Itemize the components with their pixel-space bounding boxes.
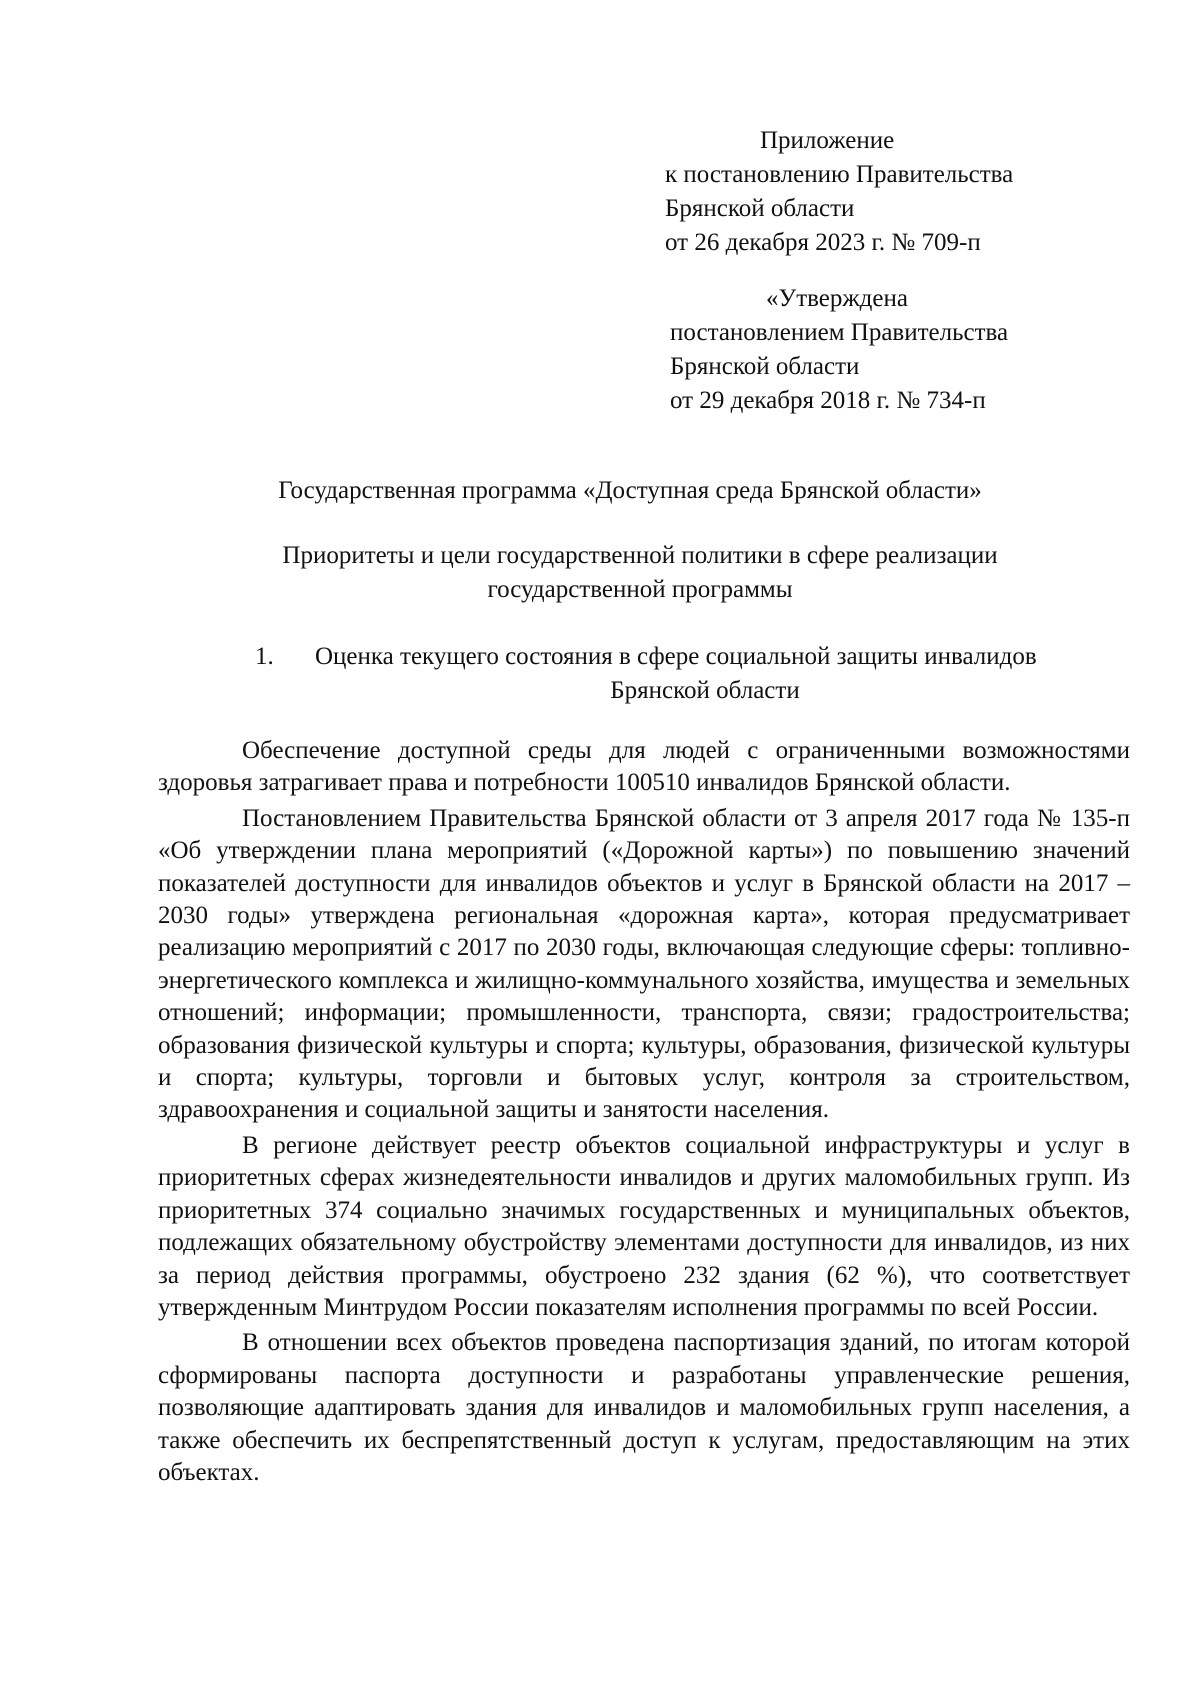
paragraph: В отношении всех объектов проведена паспортизация зданий, по итогам которой сформированы паспорта доступности и разработаны управленческие решения, позволяющие адаптировать здания для инвалидов и маломобильных групп населения, а также обеспечить их беспрепятственный доступ к услугам, предоставляющим на этих объектах. — [158, 1329, 1130, 1486]
priorities-title-line1: Приоритеты и цели государственной политики в сфере реализации — [282, 542, 998, 569]
body-text — [158, 735, 1130, 1489]
paragraph: Постановлением Правительства Брянской области от 3 апреля 2017 года № 135-п «Об утверждении плана мероприятий («Дорожной карты») по повышению значений показателей доступности для инвалидов объектов и услуг в Брянской области на 2017 – 2030 годы» утверждена региональная «дорожная карта», которая предусматривает реализацию мероприятий с 2017 по 2030 годы, включающая следующие сферы: топливно-энергетического комплекса и жилищно-коммунального хозяйства, имущества и земельных отношений; информации; промышленности, транспорта, связи; градостроительства; образования физической культуры и спорта; культуры, образования, физической культуры и спорта; культуры, торговли и бытовых услуг, контроля за строительством, здравоохранения и социальной защиты и занятости населения. — [158, 804, 1130, 1124]
approved-block — [670, 282, 1008, 418]
appendix-title: Приложение — [760, 127, 895, 154]
program-title: Государственная программа «Доступная среда Брянской области» — [278, 477, 982, 504]
appendix-region: Брянской области — [665, 195, 855, 222]
appendix-date-number: от 26 декабря 2023 г. № 709-п — [665, 229, 981, 256]
approved-title: «Утверждена — [766, 285, 908, 312]
approved-resolution: постановлением Правительства — [670, 319, 1009, 346]
approved-date-number: от 29 декабря 2018 г. № 734-п — [670, 387, 986, 414]
section-title-line1: Оценка текущего состояния в сфере социальной защиты инвалидов — [315, 643, 1037, 670]
priorities-title-line2: государственной программы — [487, 576, 793, 603]
section-title-line2: Брянской области — [610, 677, 800, 704]
approved-region: Брянской области — [670, 353, 860, 380]
paragraph: Обеспечение доступной среды для людей с ограниченными возможностями здоровья затрагивает права и потребности 100510 инвалидов Брянской области. — [158, 737, 1130, 797]
appendix-block — [665, 124, 1013, 260]
priorities-title — [140, 539, 1140, 607]
section-number: 1. — [255, 643, 274, 670]
paragraph: В регионе действует реестр объектов социальной инфраструктуры и услуг в приоритетных сферах жизнедеятельности инвалидов и других маломобильных групп. Из приоритетных 374 социально значимых государственных и муниципальных объектов, подлежащих обязательному обустройству элементами доступности для инвалидов, из них за период действия программы, обустроено 232 здания (62 %), что соответствует утвержденным Минтрудом России показателям исполнения программы по всей России. — [158, 1131, 1130, 1321]
section-heading — [255, 640, 1125, 708]
appendix-resolution: к постановлению Правительства — [665, 161, 1014, 188]
